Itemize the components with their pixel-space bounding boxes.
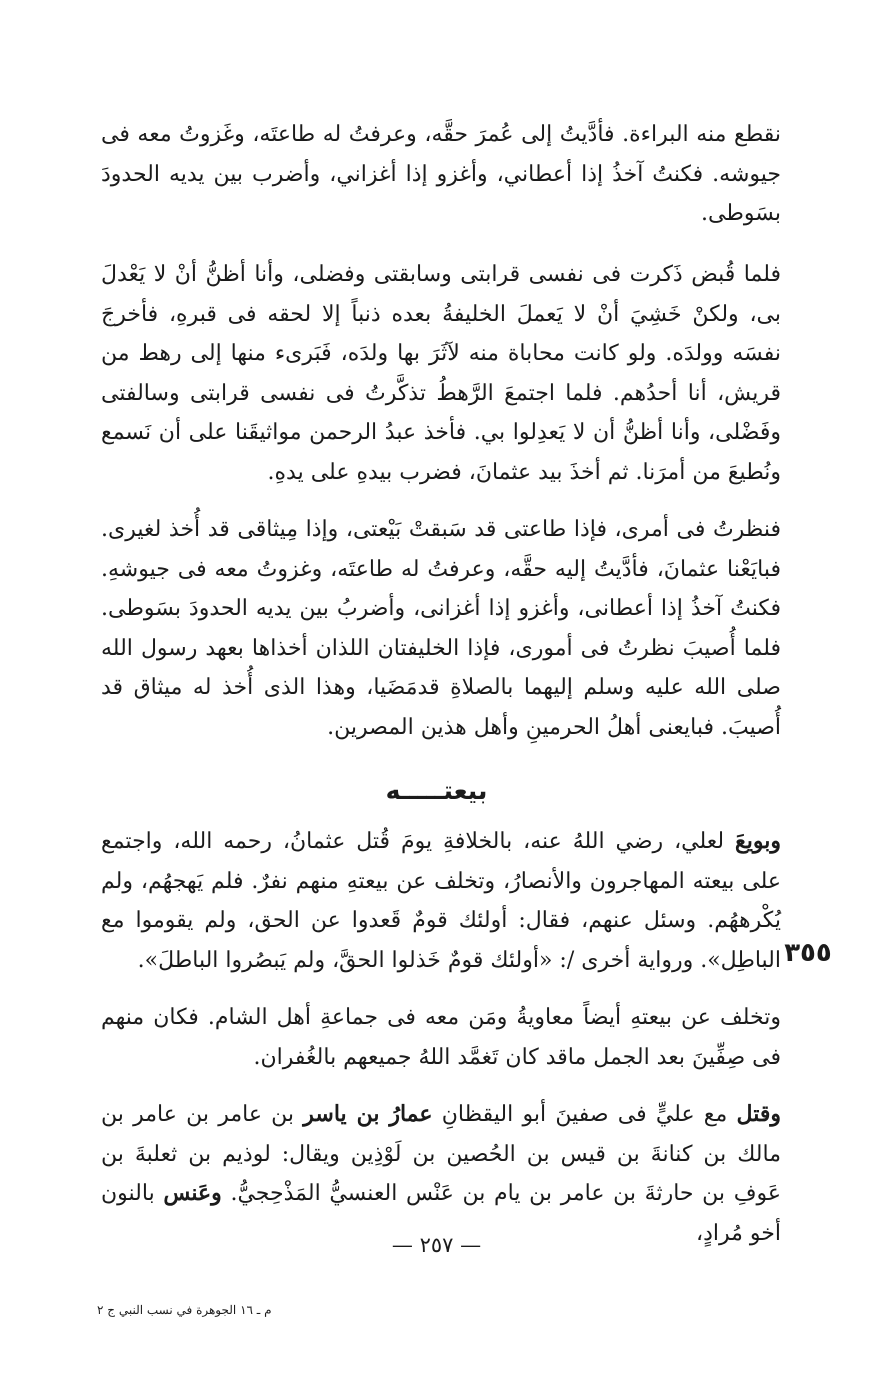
paragraph-2-text: فلما قُبض ذَكرت فى نفسى قرابتى وسابقتى وفضلى، وأنا أظنُّ أنْ لا يَعْدلَ بى، ولكنْ خَشِيَ أنْ لا يَعملَ الخليفةُ بعده ذنباً إلا لحقه فى قبرهِ، فأخرجَ نفسَه وولدَه. ولو كانت محاباة منه لآثَرَ بها ولدَه، فَبَرىء منها إلى رهط من قريش، أنا أحدُهم. فلما اجتمعَ الرَّهطُ تذكَّرتُ فى نفسى قرابتى وسالفتى وفَضْلى، وأنا أظنُّ أن لا يَعدِلوا بي. فأخذ عبدُ الرحمن مواثيقَنا على أن نَسمع ونُطيعَ من أمرَنا. ثم أخذَ بيد عثمانَ، فضرب بيدهِ على يدهِ. (101, 262, 781, 485)
paragraph-5-text: وتخلف عن بيعتهِ أيضاً معاويةُ ومَن معه فى جماعةِ أهل الشام. فكان منهم فى صِفِّينَ بعد الجمل ماقد كان تَغمَّد اللهُ جميعهم بالغُفران. (101, 1005, 781, 1070)
paragraph-5 (101, 998, 781, 1077)
paragraph-4-lead: وبويعَ (735, 828, 781, 854)
paragraph-6 (101, 1095, 781, 1253)
paragraph-4 (101, 822, 781, 980)
paragraph-3 (101, 510, 781, 747)
paragraph-6-part-c: بالنون أخو مُرادٍ، (101, 1181, 781, 1246)
paragraph-6-part-b: بن عامر بن عامر بن مالك بن كنانةَ بن قيس بن الحُصين بن لَوْذِين ويقال: لوذيم بن ثعلبةَ بن عَوفِ بن حارثةَ بن عامر بن يام بن عَنْس العنسيُّ المَذْحِجيُّ. (101, 1102, 781, 1206)
paragraph-6-text (101, 1095, 781, 1253)
margin-number: ٣٥٥ (784, 938, 832, 968)
section-heading: بيعتـــــه (385, 776, 488, 805)
footer-signature: م ـ ١٦ الجوهرة في نسب النبي ج ٢ (97, 1303, 272, 1317)
paragraph-1 (101, 115, 781, 234)
paragraph-4-body: لعلي، رضي اللهُ عنه، بالخلافةِ يومَ قُتل عثمانُ، رحمه الله، واجتمع على بيعته المهاجرون والأنصارُ، وتخلف عن بيعتهِ منهم نفرٌ. فلم يَهجهُم، ولم يُكْرههُم. وسئل عنهم، فقال: أولئك قومٌ قَعدوا عن الحق، ولم يقوموا مع الباطِل». ورواية أخرى /: «أولئك قومٌ خَذلوا الحقَّ، ولم يَبصُروا الباطلَ». (101, 829, 781, 973)
paragraph-6-lead: وقتل (736, 1101, 781, 1127)
paragraph-4-text (101, 822, 781, 980)
paragraph-1-text: نقطع منه البراءة. فأدَّيتُ إلى عُمرَ حقَّه، وعرفتُ له طاعتَه، وغَزوتُ معه فى جيوشه. فكنتُ آخذُ إذا أعطاني، وأغزو إذا أغزاني، وأضرب بين يديه الحدودَ بسَوطى. (101, 122, 781, 226)
paragraph-6-name: عمارُ بن ياسر (303, 1101, 433, 1127)
paragraph-6-ans: وعَنس (163, 1180, 222, 1206)
paragraph-3-text: فنظرتُ فى أمرى، فإذا طاعتى قد سَبقتْ بَيْعتى، وإذا مِيثاقى قد أُخذ لغيرى. فبايَعْنا عثمانَ، فأدَّيتُ إليه حقَّه، وعرفتُ له طاعتَه، وغزوتُ معه فى جيوشهِ. فكنتُ آخذُ إذا أعطانى، وأغزو إذا أغزانى، وأضربُ بين يديه الحدودَ بسَوطى. فلما أُصيبَ نظرتُ فى أمورى، فإذا الخليفتان اللذان أخذاها بعهد رسول الله صلى الله عليه وسلم إليهما بالصلاةِ قدمَضَيا، وهذا الذى أُخذ له ميثاق قد أُصيبَ. فبايعنى أهلُ الحرمينِ وأهل هذين المصرين. (101, 517, 781, 740)
paragraph-6-part-a: مع عليٍّ فى صفينَ أبو اليقظانِ (432, 1102, 737, 1127)
page-number: — ٢٥٧ — (391, 1233, 482, 1257)
paragraph-2 (101, 255, 781, 492)
